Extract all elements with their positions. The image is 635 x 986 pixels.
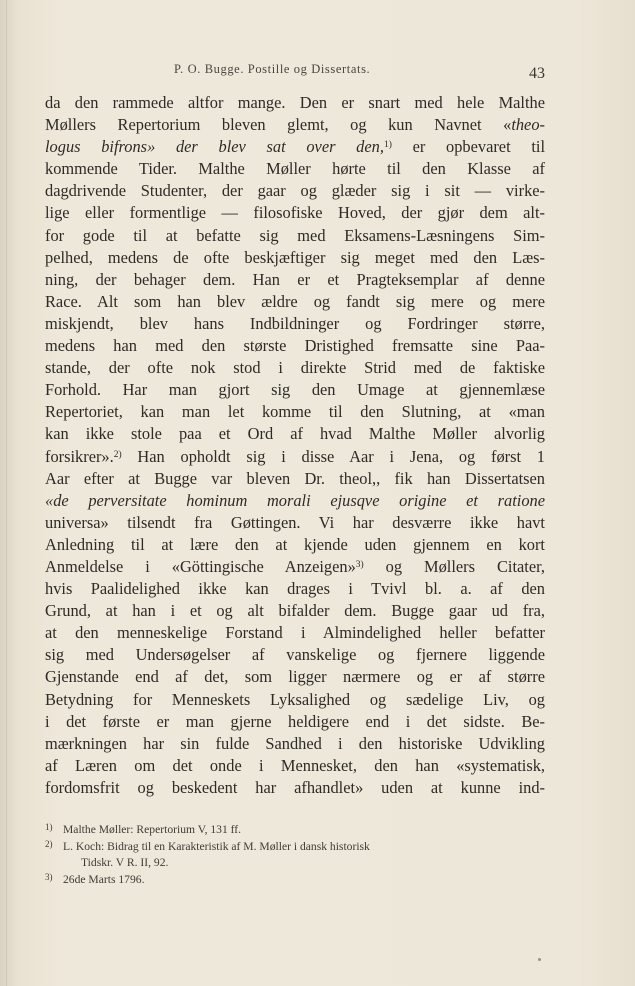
page-header	[0, 62, 635, 86]
footnote-ref: 2)	[113, 449, 122, 460]
footnote-mark: 3)	[45, 871, 53, 882]
text-line: miskjendt, blev hans Indbildninger og Fordringer større,	[45, 313, 545, 333]
text-line: Gjenstande end af det, som ligger nærmere og er af større	[45, 667, 545, 687]
footnote-mark: 2)	[45, 838, 53, 849]
text-line: Anmeldelse i «Göttingische Anzeigen»$^{3)}$ og Møllers Citater,	[45, 556, 546, 576]
text-line: Møllers Repertorium bleven glemt, og kun Navnet «theo-	[45, 115, 545, 135]
footnote-text: L. Koch: Bidrag til en Karakteristik af M. Møller i dansk historisk	[63, 839, 370, 853]
text-line: dagdrivende Studenter, der gaar og glæder sig i sit — virke-	[45, 181, 545, 201]
text-line: Race. Alt som han blev ældre og fandt sig mere og mere	[45, 291, 545, 311]
text-line: ning, der behager dem. Han er et Pragteksemplar af denne	[45, 269, 545, 289]
text-line: Anledning til at lære den at kjende uden gjennem en kort	[45, 534, 545, 554]
text-line: Forhold. Har man gjort sig den Umage at gjennemlæse	[45, 380, 545, 400]
text-line: lige eller formentlige — filosofiske Hoved, der gjør dem alt-	[45, 203, 545, 223]
text-line: hvis Paalidelighed ikke kan drages i Tvivl bl. a. af den	[45, 579, 545, 599]
text-line: medens han med den største Dristighed fremsatte sine Paa-	[45, 336, 545, 356]
text-line: sig med Undersøgelser af vanskelige og fjernere liggende	[45, 645, 545, 665]
footnote-ref: 1)	[383, 140, 392, 151]
text-line: at den menneskelige Forstand i Almindelighed heller befatter	[45, 623, 545, 643]
footnote	[45, 872, 545, 889]
binding-edge	[6, 0, 7, 986]
body-text	[45, 92, 545, 799]
text-line: logus bifrons» der blev sat over den,$^{1)}$ er opbevaret til	[45, 137, 545, 157]
footnote-ref: 3)	[355, 559, 364, 570]
running-head: P. O. Bugge. Postille og Dissertats.	[174, 62, 371, 76]
text-line: universa» tilsendt fra Gøttingen. Vi har desværre ikke havt	[45, 512, 545, 532]
text-line: for gode til at befatte sig med Eksamens-Læsningens Sim-	[45, 225, 545, 245]
text-line: pelhed, medens de ofte beskjæftiger sig meget med den Læs-	[45, 247, 545, 267]
text-line: Aar efter at Bugge var bleven Dr. theol,, fik han Dissertatsen	[45, 468, 545, 488]
text-line: kan ikke stole paa et Ord af hvad Malthe Møller alvorlig	[45, 424, 545, 444]
text-line: Betydning for Menneskets Lyksalighed og sædelige Liv, og	[45, 689, 545, 709]
footnote-text: Malthe Møller: Repertorium V, 131 ff.	[63, 823, 242, 836]
text-line: Repertoriet, kan man let komme til den Slutning, at «man	[45, 402, 545, 422]
text-line: kommende Tider. Malthe Møller hørte til den Klasse af	[45, 159, 545, 179]
text-line: af Læren om det onde i Mennesket, den han «systematisk,	[45, 755, 545, 775]
footnote-mark: 1)	[45, 822, 53, 832]
text-line: da den rammede altfor mange. Den er snart med hele Malthe	[45, 93, 545, 112]
text-line: «de perversitate hominum morali ejusqve origine et ratione	[45, 490, 545, 510]
text-line: mærkningen har sin fulde Sandhed i den historiske Udvikling	[45, 733, 545, 753]
text-line: forsikrer».$^{2)}$ Han opholdt sig i disse Aar i Jena, og først 1	[45, 446, 545, 466]
text-line: Grund, at han i et og alt bifalder dem. Bugge gaar ud fra,	[45, 601, 545, 621]
footnote-text: Tidskr. V R. II, 92.	[81, 856, 169, 870]
page-number: 43	[529, 65, 545, 82]
text-line: fordomsfrit og beskedent har afhandlet» uden at kunne ind-	[45, 777, 545, 797]
text-line: i det første er man gjerne heldigere end i det sidste. Be-	[45, 711, 545, 731]
footnote	[45, 822, 545, 839]
text-line: stande, der ofte nok stod i direkte Strid med de faktiske	[45, 358, 545, 378]
footnote-text: 26de Marts 1796.	[63, 872, 145, 886]
footnotes	[45, 822, 545, 888]
footnote	[45, 839, 545, 872]
paper-speck	[538, 958, 541, 961]
